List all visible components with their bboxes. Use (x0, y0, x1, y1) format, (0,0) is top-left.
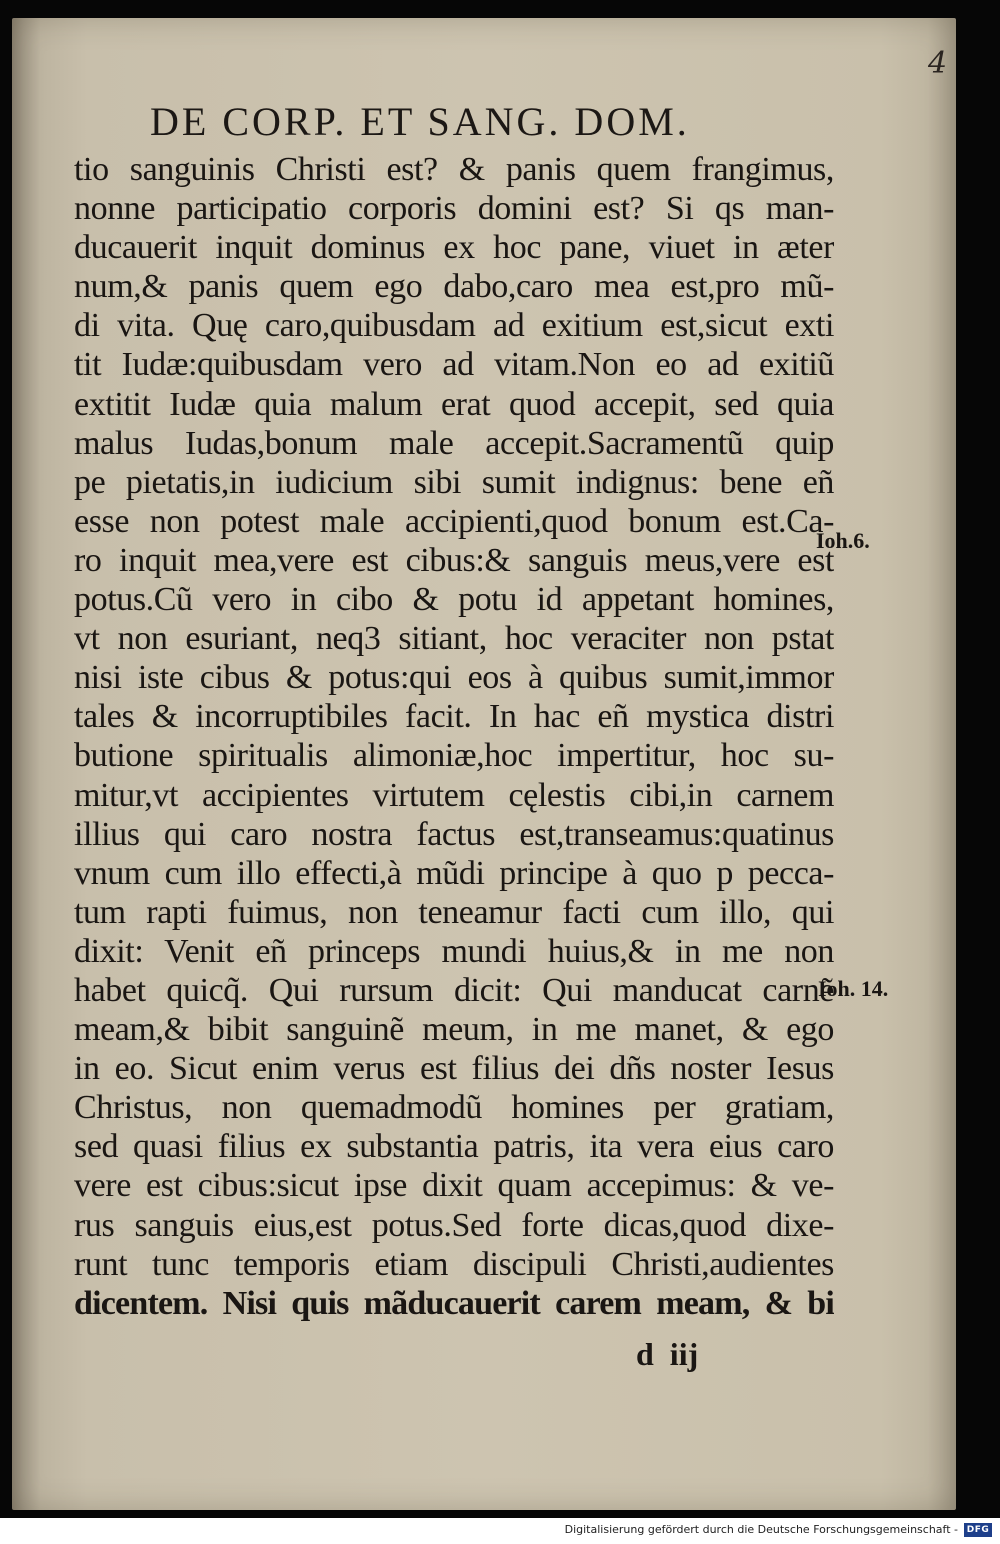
text-line: rus sanguis eius,est potus.Sed forte dicas,quod dixe- (74, 1206, 834, 1244)
margin-note-ioh-6: Ioh.6. (816, 528, 870, 553)
text-line: sed quasi filius ex substantia patris, ita vera eius caro (74, 1128, 834, 1166)
body-text (74, 150, 834, 1323)
text-line: malus Iudas,bonum male accepit.Sacramentũ quip (74, 424, 834, 462)
footer-bar (0, 1518, 1000, 1544)
text-line: habet quicq̃. Qui rursum dicit: Qui manducat carnẽ (74, 971, 834, 1009)
text-line: butione spiritualis alimoniæ,hoc impertitur, hoc su- (74, 737, 834, 775)
text-line: in eo. Sicut enim verus est filius dei dñs noster Iesus (74, 1050, 834, 1088)
margin-note-ioh-14: Ioh. 14. (818, 976, 889, 1001)
running-head: DE CORP. ET SANG. DOM. (150, 99, 690, 144)
text-line: meam,& bibit sanguinẽ meum, in me manet, & ego (74, 1011, 834, 1049)
text-line: vere est cibus:sicut ipse dixit quam accepimus: & ve- (74, 1167, 834, 1205)
text-line: potus.Cũ vero in cibo & potu id appetant homines, (74, 581, 834, 619)
signature-mark: d iij (636, 1336, 699, 1372)
text-line: dixit: Venit eñ princeps mundi huius,& in me non (74, 932, 834, 970)
text-line: pe pietatis,in iudicium sibi sumit indignus: bene eñ (74, 463, 834, 501)
text-line: dicentem. Nisi quis mãducauerit carem meam, & bi (74, 1284, 834, 1322)
folio-number: 4 (928, 46, 948, 81)
text-line: runt tunc temporis etiam discipuli Christi,audientes (74, 1245, 834, 1283)
funding-notice: Digitalisierung gefördert durch die Deutsche Forschungsgemeinschaft - (564, 1523, 958, 1536)
text-line: extitit Iudæ quia malum erat quod accepit, sed quia (74, 385, 834, 423)
text-line: ducauerit inquit dominus ex hoc pane, viuet in æter (74, 229, 834, 267)
text-line: mitur,vt accipientes virtutem cęlestis cibi,in carnem (74, 776, 834, 814)
text-line: Christus, non quemadmodũ homines per gratiam, (74, 1089, 834, 1127)
text-line: vnum cum illo effecti,à mũdi principe à quo p pecca- (74, 854, 834, 892)
text-line: nisi iste cibus & potus:qui eos à quibus sumit,immor (74, 659, 834, 697)
text-line: num,& panis quem ego dabo,caro mea est,pro mũ- (74, 268, 834, 306)
text-line: esse non potest male accipienti,quod bonum est.Ca- (74, 502, 834, 540)
text-line: tum rapti fuimus, non teneamur facti cum illo, qui (74, 893, 834, 931)
text-line: tit Iudæ:quibusdam vero ad vitam.Non eo ad exitiũ (74, 346, 834, 384)
text-line: illius qui caro nostra factus est,transeamus:quatinus (74, 815, 834, 853)
text-line: vt non esuriant, neq3 sitiant, hoc veraciter non pstat (74, 620, 834, 658)
text-line: ro inquit mea,vere est cibus:& sanguis meus,vere est (74, 541, 834, 579)
text-line: di vita. Quę caro,quibusdam ad exitium est,sicut exti (74, 307, 834, 345)
text-line: tio sanguinis Christi est? & panis quem frangimus, (74, 151, 834, 188)
text-line: tales & incorruptibiles facit. In hac eñ mystica distri (74, 698, 834, 736)
book-page (12, 18, 956, 1510)
text-line: nonne participatio corporis domini est? Si qs man- (74, 190, 834, 228)
dfg-logo: DFG (964, 1523, 992, 1537)
